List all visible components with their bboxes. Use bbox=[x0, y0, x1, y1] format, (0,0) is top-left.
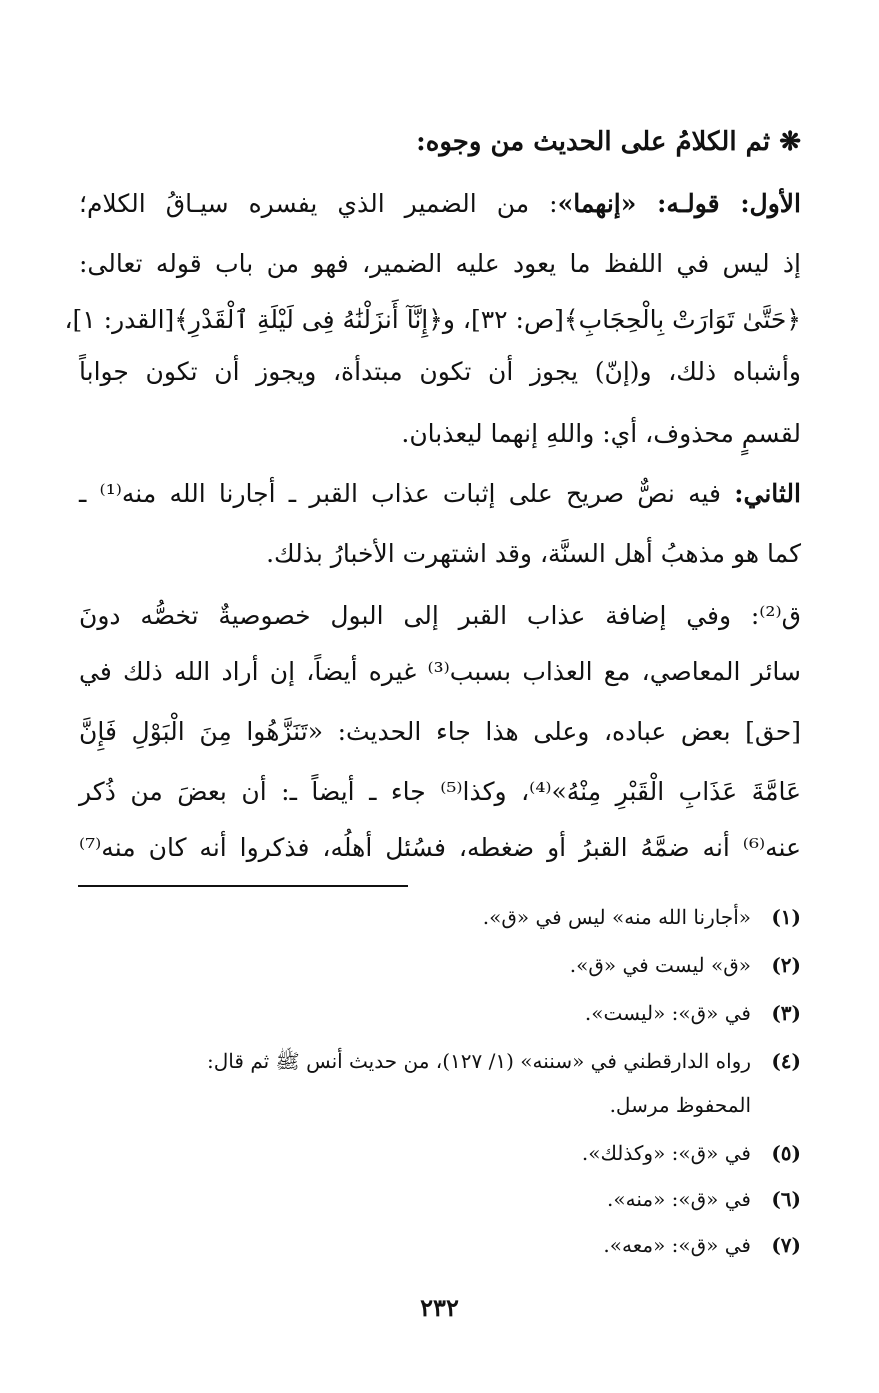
footnote-number: (١) bbox=[771, 905, 801, 929]
body-line-text: : من الضمير الذي يفسره سيـاقُ الكلام؛ bbox=[79, 189, 558, 218]
body-line-text: ق⁽²⁾: وفي إضافة عذاب القبر إلى البول خصوصيةٌ تخصُّه دونَ bbox=[79, 601, 801, 630]
section-heading: ❋ ثم الكلامُ على الحديث من وجوه: bbox=[416, 127, 801, 157]
footnote bbox=[79, 950, 801, 980]
footnote-number: (٦) bbox=[771, 1187, 801, 1211]
footnote-text: رواه الدارقطني في «سننه» (١/ ١٢٧)، من حديث أنس ﷺ ثم قال: bbox=[207, 1049, 751, 1073]
footnote-number: (٣) bbox=[771, 1001, 801, 1025]
body-line bbox=[79, 352, 801, 392]
footnote-divider bbox=[78, 885, 408, 887]
body-line-text: لقسمٍ محذوف، أي: واللهِ إنهما ليعذبان. bbox=[401, 419, 801, 448]
body-line bbox=[79, 712, 801, 752]
body-line-text: عَامَّةَ عَذَابِ الْقَبْرِ مِنْهُ»⁽⁴⁾، وكذا⁽⁵⁾ جاء ـ أيضاً ـ: أن بعضَ من ذُكر bbox=[79, 777, 801, 806]
footnote-text: «أجارنا الله منه» ليس في «ق». bbox=[482, 905, 751, 929]
footnote bbox=[79, 1184, 801, 1214]
footnote-number: (٤) bbox=[771, 1049, 801, 1073]
body-line bbox=[79, 414, 801, 454]
body-line bbox=[79, 596, 801, 636]
body-line bbox=[79, 534, 801, 574]
footnote-number: (٧) bbox=[771, 1233, 801, 1257]
body-line-text: إذ ليس في اللفظ ما يعود عليه الضمير، فهو من باب قوله تعالى: bbox=[79, 249, 801, 278]
body-line bbox=[79, 652, 801, 692]
footnote-text: في «ق»: «معه». bbox=[603, 1233, 751, 1257]
body-line-text: كما هو مذهبُ أهل السنَّة، وقد اشتهرت الأخبارُ بذلك. bbox=[266, 539, 801, 568]
footnote-number: (٢) bbox=[771, 953, 801, 977]
footnote-text: في «ق»: «وكذلك». bbox=[581, 1141, 751, 1165]
body-line bbox=[64, 300, 801, 340]
body-line bbox=[79, 474, 801, 514]
body-line-text: [حق] بعض عباده، وعلى هذا جاء الحديث: «تَنَزَّهُوا مِنَ الْبَوْلِ فَإِنَّ bbox=[79, 717, 801, 746]
footnote-text: «ق» ليست في «ق». bbox=[569, 953, 751, 977]
body-line-lead: الأول: قولـه: «إنهما» bbox=[557, 189, 802, 218]
footnote-text: في «ق»: «ليست». bbox=[584, 1001, 751, 1025]
footnote bbox=[79, 1138, 801, 1168]
footnote bbox=[79, 1046, 801, 1076]
footnote bbox=[79, 1230, 801, 1260]
page-number: ٢٣٢ bbox=[420, 1293, 459, 1322]
footnote-number: (٥) bbox=[771, 1141, 801, 1165]
body-line bbox=[79, 244, 801, 284]
body-line-lead: الثاني: bbox=[734, 479, 801, 508]
body-line-text: وأشباه ذلك، و(إنّ) يجوز أن تكون مبتدأة، ويجوز أن تكون جواباً bbox=[79, 357, 801, 386]
body-line-text: ﴿حَتَّىٰ تَوَارَتْ بِالْحِجَابِ﴾[ص: ٣٢]، و﴿إِنَّآ أَنزَلْنَٰهُ فِى لَيْلَةِ ٱلْقَدْرِ﴾[القدر: ١]، bbox=[64, 305, 801, 334]
body-line-text: فيه نصٌّ صريح على إثبات عذاب القبر ـ أجارنا الله منه⁽¹⁾ ـ bbox=[79, 479, 735, 508]
body-line bbox=[79, 184, 801, 224]
body-line bbox=[79, 828, 801, 868]
footnote-text: في «ق»: «منه». bbox=[607, 1187, 751, 1211]
footnote bbox=[79, 902, 801, 932]
body-line-text: عنه⁽⁶⁾ أنه ضمَّهُ القبرُ أو ضغطه، فسُئل أهلُه، فذكروا أنه كان منه⁽⁷⁾ bbox=[79, 833, 801, 862]
body-line bbox=[79, 772, 801, 812]
body-line-text: سائر المعاصي، مع العذاب بسبب⁽³⁾ غيره أيضاً، إن أراد الله ذلك في bbox=[79, 657, 801, 686]
footnote bbox=[79, 998, 801, 1028]
footnote-continuation: المحفوظ مرسل. bbox=[609, 1093, 751, 1117]
